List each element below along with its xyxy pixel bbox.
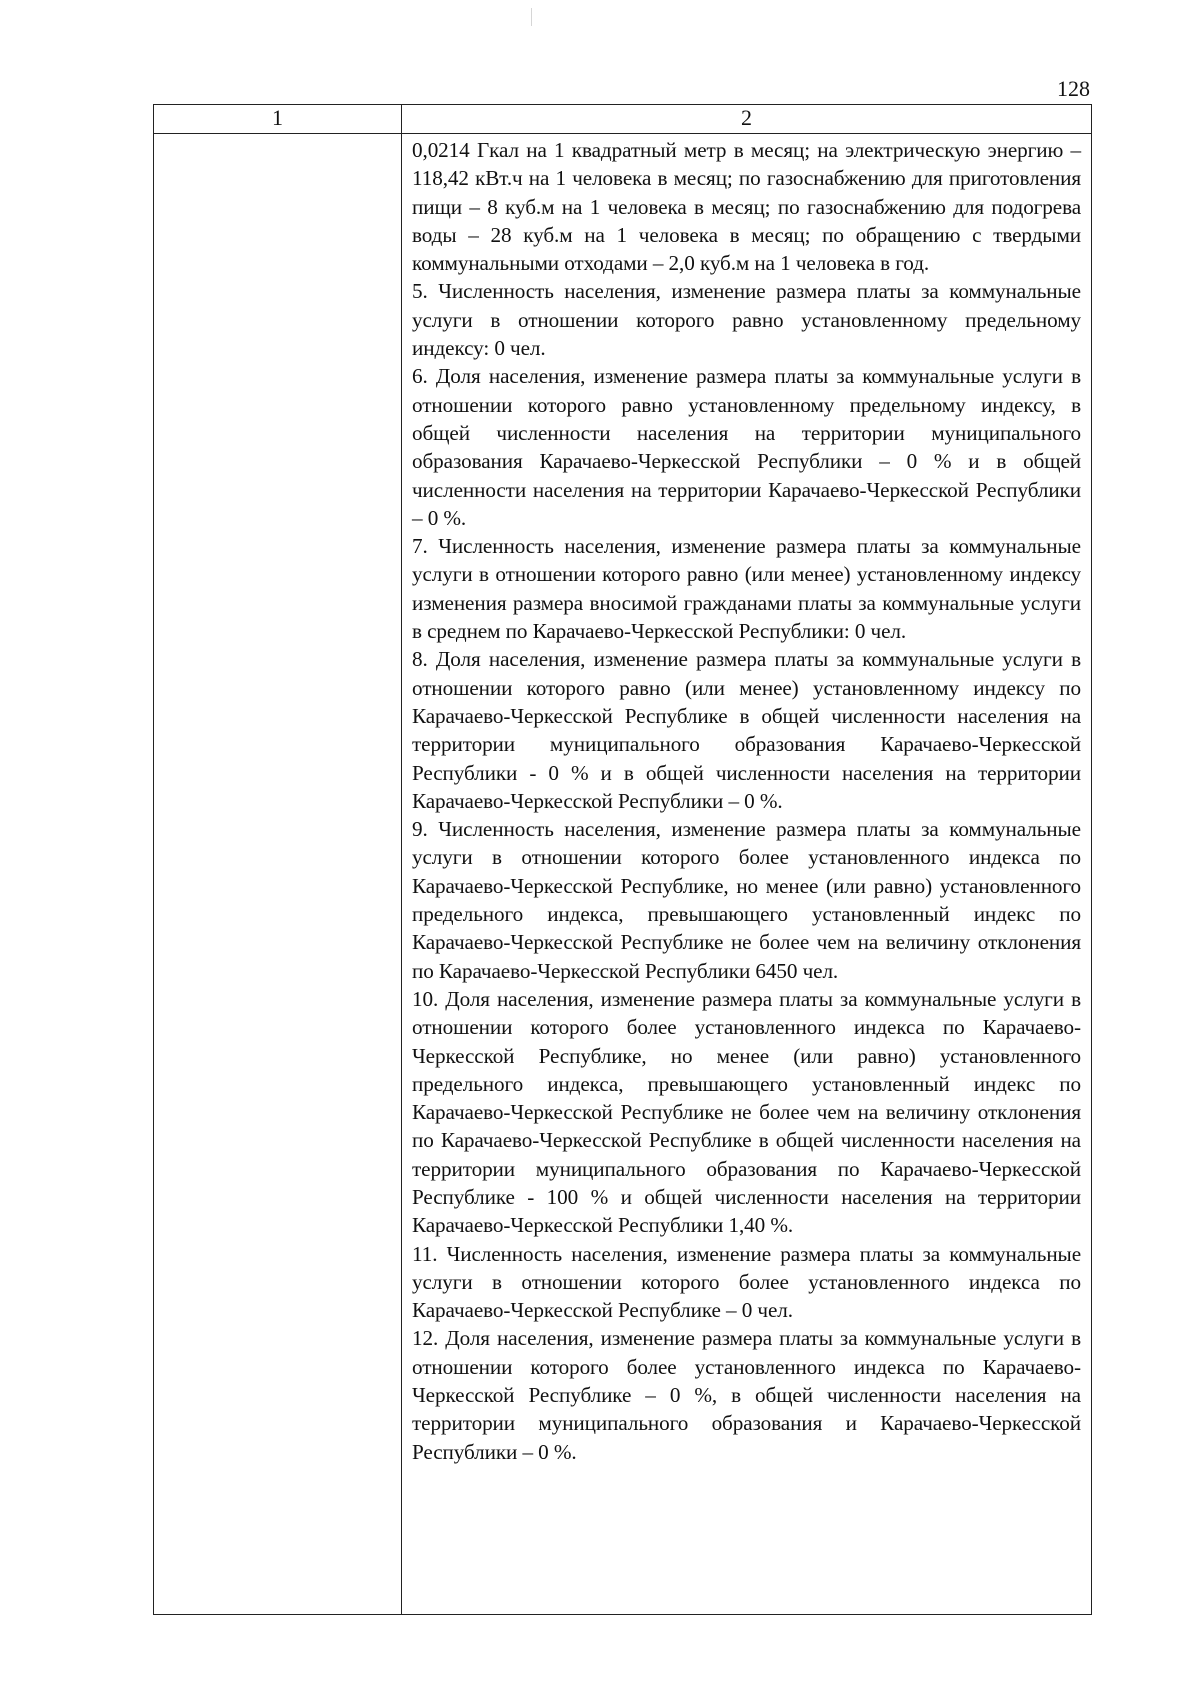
content-table [153, 104, 1092, 1615]
paragraph-item-7: 7. Численность населения, изменение размера платы за коммунальные услуги в отношении которого равно (или менее) установленному индексу изменения размера вносимой гражданами платы за коммунальные услуги в среднем по Карачаево-Черкесской Республики: 0 чел. [412, 534, 1081, 644]
scan-artifact-mark [531, 8, 532, 26]
table-body-row [154, 134, 1092, 1615]
paragraph-item-11: 11. Численность населения, изменение размера платы за коммунальные услуги в отношении которого более установленного индекса по Карачаево-Черкесской Республике – 0 чел. [412, 1241, 1081, 1323]
paragraph-item-5: 5. Численность населения, изменение размера платы за коммунальные услуги в отношении которого равно установленному предельному индексу: 0 чел. [412, 279, 1081, 361]
paragraph-item-10: 10. Доля населения, изменение размера платы за коммунальные услуги в отношении которого более установленного индекса по Карачаево-Черкесской Республике, но менее (или равно) установленного предельного индекса, превышающего установленный индекс по Карачаево-Черкесской Республике не более чем на величину отклонения по Карачаево-Черкесской Республике в общей численности населения на территории муниципального образования по Карачаево-Черкесской Республике - 100 % и общей численности населения на территории Карачаево-Черкесской Республики 1,40 %. [412, 986, 1081, 1238]
page-number: 128 [1057, 76, 1090, 101]
paragraph-item-12: 12. Доля населения, изменение размера платы за коммунальные услуги в отношении которого более установленного индекса по Карачаево-Черкесской Республике – 0 %, в общей численности населения на территории муниципального образования и Карачаево-Черкесской Республики – 0 %. [412, 1326, 1081, 1464]
column-2-cell [402, 134, 1092, 1615]
paragraph-norms-continuation: 0,0214 Гкал на 1 квадратный метр в месяц; на электрическую энергию – 118,42 кВт.ч на 1 человека в месяц; по газоснабжению для приготовления пищи – 8 куб.м на 1 человека в месяц; по газоснабжению для подогрева воды – 28 куб.м на 1 человека в месяц; по обращению с твердыми коммунальными отходами – 2,0 куб.м на 1 человека в год. [412, 138, 1081, 276]
paragraph-item-8: 8. Доля населения, изменение размера платы за коммунальные услуги в отношении которого равно (или менее) установленному индексу по Карачаево-Черкесской Республике в общей численности населения на территории муниципального образования Карачаево-Черкесской Республики - 0 % и в общей численности населения на территории Карачаево-Черкесской Республики – 0 %. [412, 647, 1081, 813]
column-1-cell [154, 134, 402, 1615]
column-header-1: 1 [154, 105, 402, 134]
table-header-row [154, 105, 1092, 134]
paragraph-item-6: 6. Доля населения, изменение размера платы за коммунальные услуги в отношении которого равно установленному предельному индексу, в общей численности населения на территории муниципального образования Карачаево-Черкесской Республики – 0 % и в общей численности населения на территории Карачаево-Черкесской Республики – 0 %. [412, 364, 1081, 530]
column-header-2: 2 [402, 105, 1092, 134]
paragraph-item-9: 9. Численность населения, изменение размера платы за коммунальные услуги в отношении которого более установленного индекса по Карачаево-Черкесской Республике, но менее (или равно) установленного предельного индекса, превышающего установленный индекс по Карачаево-Черкесской Республике не более чем на величину отклонения по Карачаево-Черкесской Республики 6450 чел. [412, 817, 1081, 983]
